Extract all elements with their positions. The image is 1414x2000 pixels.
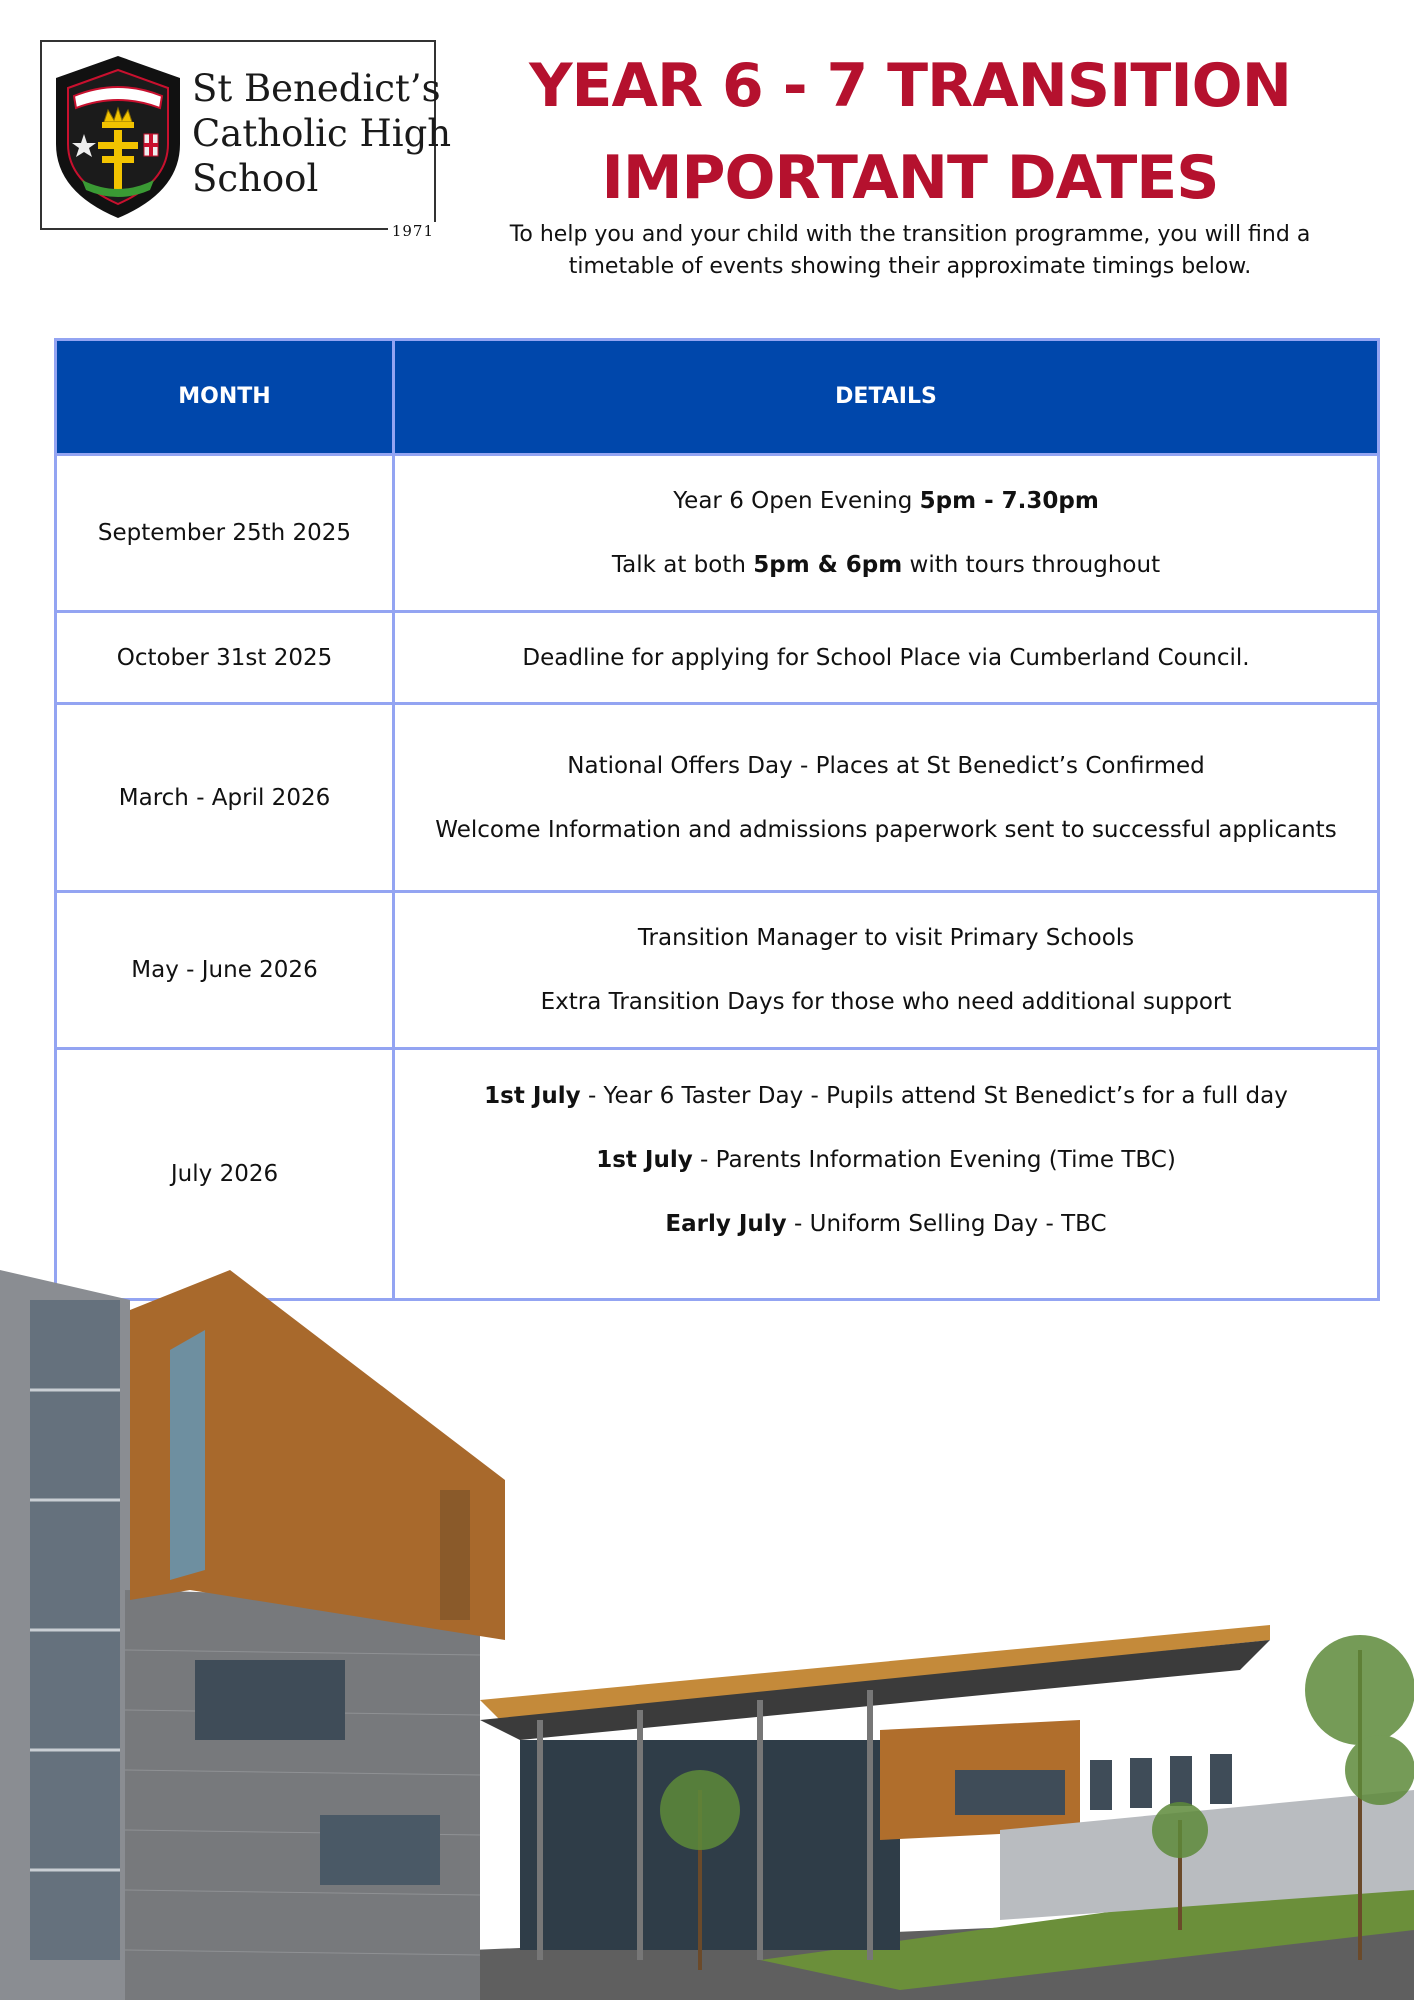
school-logo (40, 40, 452, 240)
school-name-line: School (192, 157, 319, 200)
detail-line (419, 1208, 1353, 1240)
detail-text: - Year 6 Taster Day - Pupils attend St Benedict’s for a full day (580, 1083, 1288, 1109)
school-building-photo (0, 1270, 1414, 2000)
detail-line (419, 1144, 1353, 1176)
detail-emphasis: 5pm - 7.30pm (919, 488, 1099, 514)
detail-text: National Offers Day - Places at St Benedict’s Confirmed (567, 752, 1205, 779)
detail-line (419, 986, 1353, 1018)
details-cell (394, 612, 1379, 704)
school-name (192, 66, 451, 201)
detail-text: Deadline for applying for School Place via Cumberland Council. (522, 644, 1250, 671)
details-cell (394, 892, 1379, 1049)
detail-line (419, 814, 1353, 846)
detail-emphasis: 1st July (484, 1083, 581, 1109)
table-row (56, 455, 1379, 612)
intro-line-2: timetable of events showing their approximate timings below. (568, 254, 1252, 279)
important-dates-table (54, 338, 1380, 1301)
school-name-line: St Benedict’s (192, 67, 441, 110)
detail-text: with tours throughout (902, 552, 1161, 578)
detail-text: Year 6 Open Evening (673, 488, 920, 514)
detail-emphasis: 1st July (596, 1147, 693, 1173)
detail-line (419, 549, 1353, 581)
table-row (56, 1049, 1379, 1300)
detail-text: Welcome Information and admissions paperwork sent to successful applicants (435, 816, 1337, 843)
detail-emphasis: 5pm & 6pm (753, 552, 903, 578)
detail-text: Talk at both (611, 552, 754, 578)
intro-line-1: To help you and your child with the transition programme, you will find a (509, 222, 1311, 247)
table-body (56, 455, 1379, 1300)
table-header-row (56, 340, 1379, 455)
detail-text: - Parents Information Evening (Time TBC) (692, 1147, 1176, 1173)
page-title (470, 40, 1350, 224)
table-row (56, 892, 1379, 1049)
detail-line (419, 750, 1353, 782)
detail-text: - Uniform Selling Day - TBC (786, 1211, 1107, 1237)
detail-text: Extra Transition Days for those who need additional support (540, 989, 1232, 1015)
details-cell (394, 455, 1379, 612)
page-title-line-1: YEAR 6 - 7 TRANSITION (529, 51, 1291, 121)
month-cell: October 31st 2025 (56, 612, 394, 704)
detail-text: Transition Manager to visit Primary Schools (637, 925, 1135, 951)
month-cell: March - April 2026 (56, 704, 394, 892)
month-header: MONTH (56, 340, 394, 455)
founding-year: 1971 (388, 222, 438, 240)
detail-line (419, 922, 1353, 954)
intro-text (470, 219, 1350, 283)
month-cell: May - June 2026 (56, 892, 394, 1049)
page-title-line-2: IMPORTANT DATES (601, 143, 1219, 213)
detail-emphasis: Early July (665, 1211, 787, 1237)
detail-line (419, 1080, 1353, 1112)
details-cell (394, 1049, 1379, 1300)
detail-line (419, 485, 1353, 517)
details-header: DETAILS (394, 340, 1379, 455)
school-name-line: Catholic High (192, 112, 452, 155)
detail-line (419, 642, 1353, 674)
school-crest-icon (50, 52, 186, 222)
details-cell (394, 704, 1379, 892)
table-row (56, 612, 1379, 704)
table-row (56, 704, 1379, 892)
month-cell: September 25th 2025 (56, 455, 394, 612)
month-cell: July 2026 (56, 1049, 394, 1300)
